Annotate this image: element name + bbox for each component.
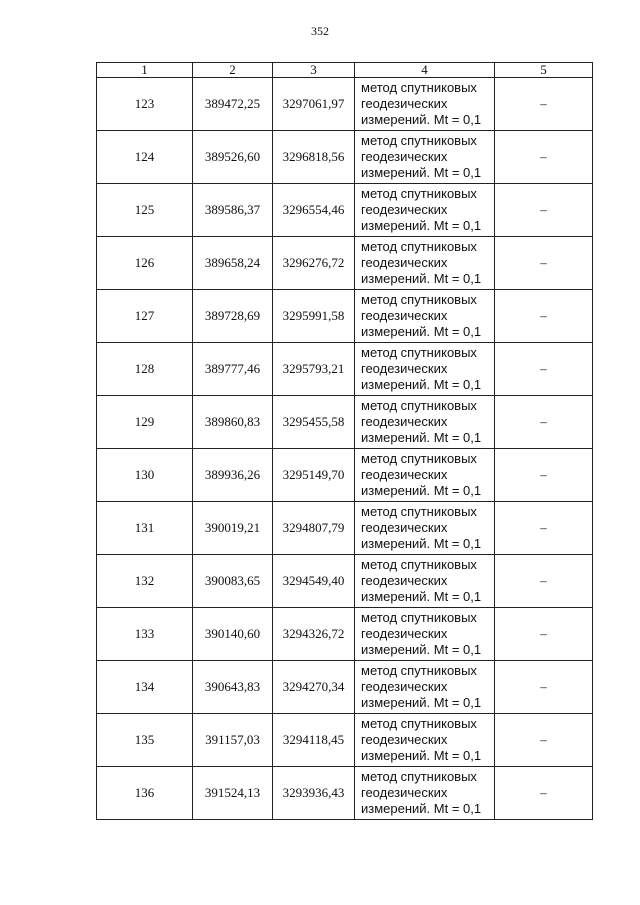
method-cell xyxy=(355,767,495,820)
method-text-line: измерений. Mt = 0,1 xyxy=(361,218,482,233)
method-cell xyxy=(355,449,495,502)
description-cell: – xyxy=(495,290,593,343)
method-text-line: метод спутниковых xyxy=(361,398,477,413)
method-text-line: геодезических xyxy=(361,573,448,588)
method-text-line: измерений. Mt = 0,1 xyxy=(361,695,482,710)
table-row xyxy=(97,396,593,449)
method-cell xyxy=(355,78,495,131)
y-coordinate-cell: 3295455,58 xyxy=(273,396,355,449)
method-text-line: метод спутниковых xyxy=(361,504,477,519)
method-text-line: измерений. Mt = 0,1 xyxy=(361,165,482,180)
table-row xyxy=(97,449,593,502)
method-text-line: метод спутниковых xyxy=(361,186,477,201)
method-cell xyxy=(355,396,495,449)
method-text-line: геодезических xyxy=(361,785,448,800)
description-cell: – xyxy=(495,661,593,714)
description-cell: – xyxy=(495,396,593,449)
y-coordinate-cell: 3297061,97 xyxy=(273,78,355,131)
method-text-line: метод спутниковых xyxy=(361,716,477,731)
method-text-line: метод спутниковых xyxy=(361,80,477,95)
description-cell: – xyxy=(495,449,593,502)
point-number-cell: 135 xyxy=(97,714,193,767)
table-row xyxy=(97,290,593,343)
coordinates-table xyxy=(96,62,593,820)
column-header-2: 2 xyxy=(193,63,273,78)
method-text-line: метод спутниковых xyxy=(361,239,477,254)
method-text-line: геодезических xyxy=(361,679,448,694)
method-text-line: измерений. Mt = 0,1 xyxy=(361,748,482,763)
x-coordinate-cell: 389586,37 xyxy=(193,184,273,237)
y-coordinate-cell: 3294270,34 xyxy=(273,661,355,714)
point-number-cell: 134 xyxy=(97,661,193,714)
method-cell xyxy=(355,237,495,290)
table-row xyxy=(97,661,593,714)
description-cell: – xyxy=(495,608,593,661)
point-number-cell: 136 xyxy=(97,767,193,820)
y-coordinate-cell: 3295793,21 xyxy=(273,343,355,396)
description-cell: – xyxy=(495,502,593,555)
method-text-line: измерений. Mt = 0,1 xyxy=(361,589,482,604)
x-coordinate-cell: 390083,65 xyxy=(193,555,273,608)
x-coordinate-cell: 390643,83 xyxy=(193,661,273,714)
y-coordinate-cell: 3295991,58 xyxy=(273,290,355,343)
x-coordinate-cell: 389777,46 xyxy=(193,343,273,396)
table-row xyxy=(97,767,593,820)
table-header xyxy=(97,63,593,78)
point-number-cell: 129 xyxy=(97,396,193,449)
y-coordinate-cell: 3293936,43 xyxy=(273,767,355,820)
method-cell xyxy=(355,714,495,767)
x-coordinate-cell: 389936,26 xyxy=(193,449,273,502)
method-cell xyxy=(355,343,495,396)
header-row xyxy=(97,63,593,78)
method-text-line: метод спутниковых xyxy=(361,769,477,784)
point-number-cell: 126 xyxy=(97,237,193,290)
description-cell: – xyxy=(495,714,593,767)
x-coordinate-cell: 390140,60 xyxy=(193,608,273,661)
description-cell: – xyxy=(495,343,593,396)
method-text-line: геодезических xyxy=(361,626,448,641)
description-cell: – xyxy=(495,78,593,131)
table-row xyxy=(97,78,593,131)
method-text-line: геодезических xyxy=(361,414,448,429)
x-coordinate-cell: 389860,83 xyxy=(193,396,273,449)
point-number-cell: 127 xyxy=(97,290,193,343)
method-text-line: измерений. Mt = 0,1 xyxy=(361,430,482,445)
x-coordinate-cell: 389472,25 xyxy=(193,78,273,131)
column-header-4: 4 xyxy=(355,63,495,78)
y-coordinate-cell: 3296276,72 xyxy=(273,237,355,290)
y-coordinate-cell: 3296554,46 xyxy=(273,184,355,237)
page-number: 352 xyxy=(311,24,329,38)
method-text-line: геодезических xyxy=(361,308,448,323)
table-row xyxy=(97,131,593,184)
table-row xyxy=(97,237,593,290)
point-number-cell: 123 xyxy=(97,78,193,131)
method-text-line: геодезических xyxy=(361,361,448,376)
table-row xyxy=(97,502,593,555)
description-cell: – xyxy=(495,184,593,237)
y-coordinate-cell: 3294807,79 xyxy=(273,502,355,555)
description-cell: – xyxy=(495,767,593,820)
method-text-line: метод спутниковых xyxy=(361,610,477,625)
x-coordinate-cell: 390019,21 xyxy=(193,502,273,555)
y-coordinate-cell: 3296818,56 xyxy=(273,131,355,184)
point-number-cell: 132 xyxy=(97,555,193,608)
method-cell xyxy=(355,131,495,184)
method-text-line: измерений. Mt = 0,1 xyxy=(361,536,482,551)
method-text-line: метод спутниковых xyxy=(361,557,477,572)
x-coordinate-cell: 391157,03 xyxy=(193,714,273,767)
method-text-line: метод спутниковых xyxy=(361,663,477,678)
description-cell: – xyxy=(495,237,593,290)
point-number-cell: 133 xyxy=(97,608,193,661)
point-number-cell: 128 xyxy=(97,343,193,396)
point-number-cell: 130 xyxy=(97,449,193,502)
method-cell xyxy=(355,184,495,237)
method-text-line: геодезических xyxy=(361,255,448,270)
x-coordinate-cell: 391524,13 xyxy=(193,767,273,820)
point-number-cell: 124 xyxy=(97,131,193,184)
method-text-line: геодезических xyxy=(361,149,448,164)
x-coordinate-cell: 389728,69 xyxy=(193,290,273,343)
description-cell: – xyxy=(495,131,593,184)
table-row xyxy=(97,608,593,661)
method-cell xyxy=(355,290,495,343)
method-text-line: геодезических xyxy=(361,202,448,217)
method-cell xyxy=(355,661,495,714)
method-text-line: метод спутниковых xyxy=(361,451,477,466)
method-text-line: геодезических xyxy=(361,520,448,535)
method-text-line: измерений. Mt = 0,1 xyxy=(361,377,482,392)
x-coordinate-cell: 389526,60 xyxy=(193,131,273,184)
method-text-line: измерений. Mt = 0,1 xyxy=(361,483,482,498)
method-text-line: геодезических xyxy=(361,467,448,482)
table-row xyxy=(97,555,593,608)
method-text-line: измерений. Mt = 0,1 xyxy=(361,642,482,657)
method-text-line: метод спутниковых xyxy=(361,345,477,360)
method-text-line: метод спутниковых xyxy=(361,133,477,148)
y-coordinate-cell: 3294326,72 xyxy=(273,608,355,661)
y-coordinate-cell: 3294118,45 xyxy=(273,714,355,767)
point-number-cell: 125 xyxy=(97,184,193,237)
table-body xyxy=(97,78,593,820)
method-text-line: метод спутниковых xyxy=(361,292,477,307)
method-text-line: измерений. Mt = 0,1 xyxy=(361,271,482,286)
x-coordinate-cell: 389658,24 xyxy=(193,237,273,290)
column-header-1: 1 xyxy=(97,63,193,78)
method-text-line: измерений. Mt = 0,1 xyxy=(361,801,482,816)
y-coordinate-cell: 3295149,70 xyxy=(273,449,355,502)
method-text-line: измерений. Mt = 0,1 xyxy=(361,324,482,339)
description-cell: – xyxy=(495,555,593,608)
table-row xyxy=(97,343,593,396)
method-cell xyxy=(355,608,495,661)
y-coordinate-cell: 3294549,40 xyxy=(273,555,355,608)
method-cell xyxy=(355,555,495,608)
method-text-line: геодезических xyxy=(361,96,448,111)
table-row xyxy=(97,714,593,767)
table-row xyxy=(97,184,593,237)
column-header-5: 5 xyxy=(495,63,593,78)
column-header-3: 3 xyxy=(273,63,355,78)
method-text-line: измерений. Mt = 0,1 xyxy=(361,112,482,127)
method-text-line: геодезических xyxy=(361,732,448,747)
method-cell xyxy=(355,502,495,555)
point-number-cell: 131 xyxy=(97,502,193,555)
